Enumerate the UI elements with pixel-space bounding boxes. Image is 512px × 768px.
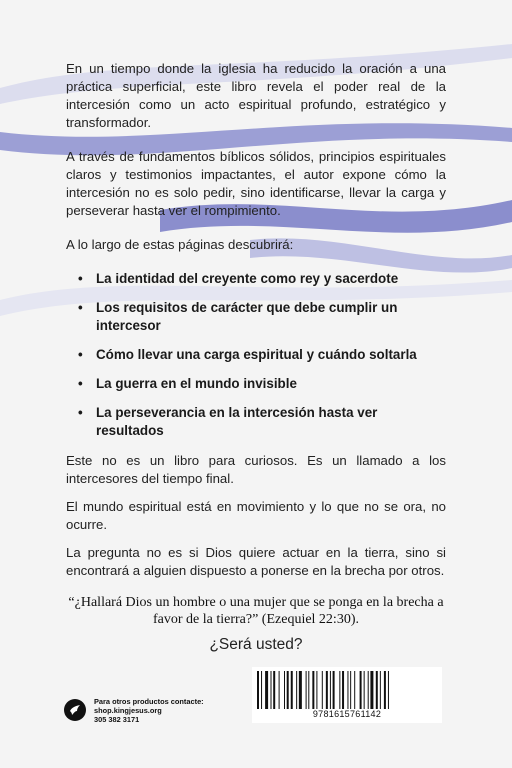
scripture-quote: “¿Hallará Dios un hombre o una mujer que se ponga en la brecha a favor de la tierra?” (Ezequiel 22:30). xyxy=(68,595,444,627)
barcode-bar xyxy=(384,671,386,709)
closing-paragraph-1: Este no es un libro para curiosos. Es un llamado a los intercesores del tiempo final. xyxy=(66,453,446,486)
list-item: • La identidad del creyente como rey y sacerdote xyxy=(78,271,399,286)
barcode-bar xyxy=(330,671,331,709)
barcode-bar xyxy=(279,671,280,709)
barcode-bar xyxy=(271,671,272,709)
barcode-bar xyxy=(257,671,259,709)
barcode-bar xyxy=(326,671,328,709)
barcode-bar xyxy=(350,671,351,709)
barcode-bar xyxy=(342,671,344,709)
intro-paragraph-3: A lo largo de estas páginas descubrirá: xyxy=(66,237,294,252)
list-item: • Los requisitos de carácter que debe cumplir un intercesor xyxy=(78,300,398,333)
barcode-bar xyxy=(299,671,302,709)
closing-paragraph-2: El mundo espiritual está en movimiento y lo que no se ora, no ocurre. xyxy=(66,499,446,532)
barcode-bar xyxy=(339,671,340,709)
barcode-bar xyxy=(261,671,262,709)
barcode-bar xyxy=(380,671,381,709)
dove-icon xyxy=(64,699,86,721)
barcode-bar xyxy=(306,671,307,709)
barcode-bar xyxy=(312,671,314,709)
website-link[interactable]: shop.kingjesus.org xyxy=(94,706,162,716)
barcode-bar xyxy=(322,671,323,709)
intro-paragraph-2: A través de fundamentos bíblicos sólidos, principios espirituales claros y testimonios impactantes, el autor expone cómo la intercesión no es solo pedir, sino identificarse, llevar la carga y perseverar hasta ver el rompimiento. xyxy=(66,149,446,218)
phone-number: 305 382 3171 xyxy=(94,715,140,725)
barcode-bar xyxy=(287,671,289,709)
barcode-bar xyxy=(265,671,268,709)
isbn-number: 9781615761142 xyxy=(312,709,382,719)
list-item: • La guerra en el mundo invisible xyxy=(78,376,297,391)
barcode-bar xyxy=(296,671,297,709)
isbn-barcode xyxy=(252,667,442,723)
barcode-bar xyxy=(291,671,293,709)
barcode-bar xyxy=(333,671,335,709)
barcode-bar xyxy=(273,671,275,709)
barcode-bar xyxy=(347,671,348,709)
closing-paragraph-3: La pregunta no es si Dios quiere actuar en la tierra, sino si encontrará a alguien dispuesto a ponerse en la brecha por otros. xyxy=(66,545,446,578)
barcode-bars xyxy=(257,671,437,709)
contact-info xyxy=(94,697,204,725)
list-item: • La perseverancia en la intercesión hasta ver resultados xyxy=(78,405,378,438)
barcode-bar xyxy=(388,671,389,709)
contact-label: Para otros productos contacte: xyxy=(94,697,204,706)
list-item: • Cómo llevar una carga espiritual y cuándo soltarla xyxy=(78,347,417,362)
back-cover-text xyxy=(66,60,446,654)
barcode-bar xyxy=(376,671,378,709)
barcode-bar xyxy=(370,671,373,709)
barcode-bar xyxy=(360,671,362,709)
closing-question: ¿Será usted? xyxy=(209,636,303,653)
barcode-bar xyxy=(316,671,317,709)
barcode-bar xyxy=(284,671,285,709)
topics-list xyxy=(66,270,446,440)
barcode-bar xyxy=(368,671,369,709)
intro-paragraph-1: En un tiempo donde la iglesia ha reducido la oración a una práctica superficial, este libro revela el poder real de la intercesión como un acto espiritual profundo, estratégico y transformador. xyxy=(66,61,446,130)
barcode-bar xyxy=(354,671,355,709)
barcode-bar xyxy=(364,671,365,709)
barcode-bar xyxy=(308,671,309,709)
